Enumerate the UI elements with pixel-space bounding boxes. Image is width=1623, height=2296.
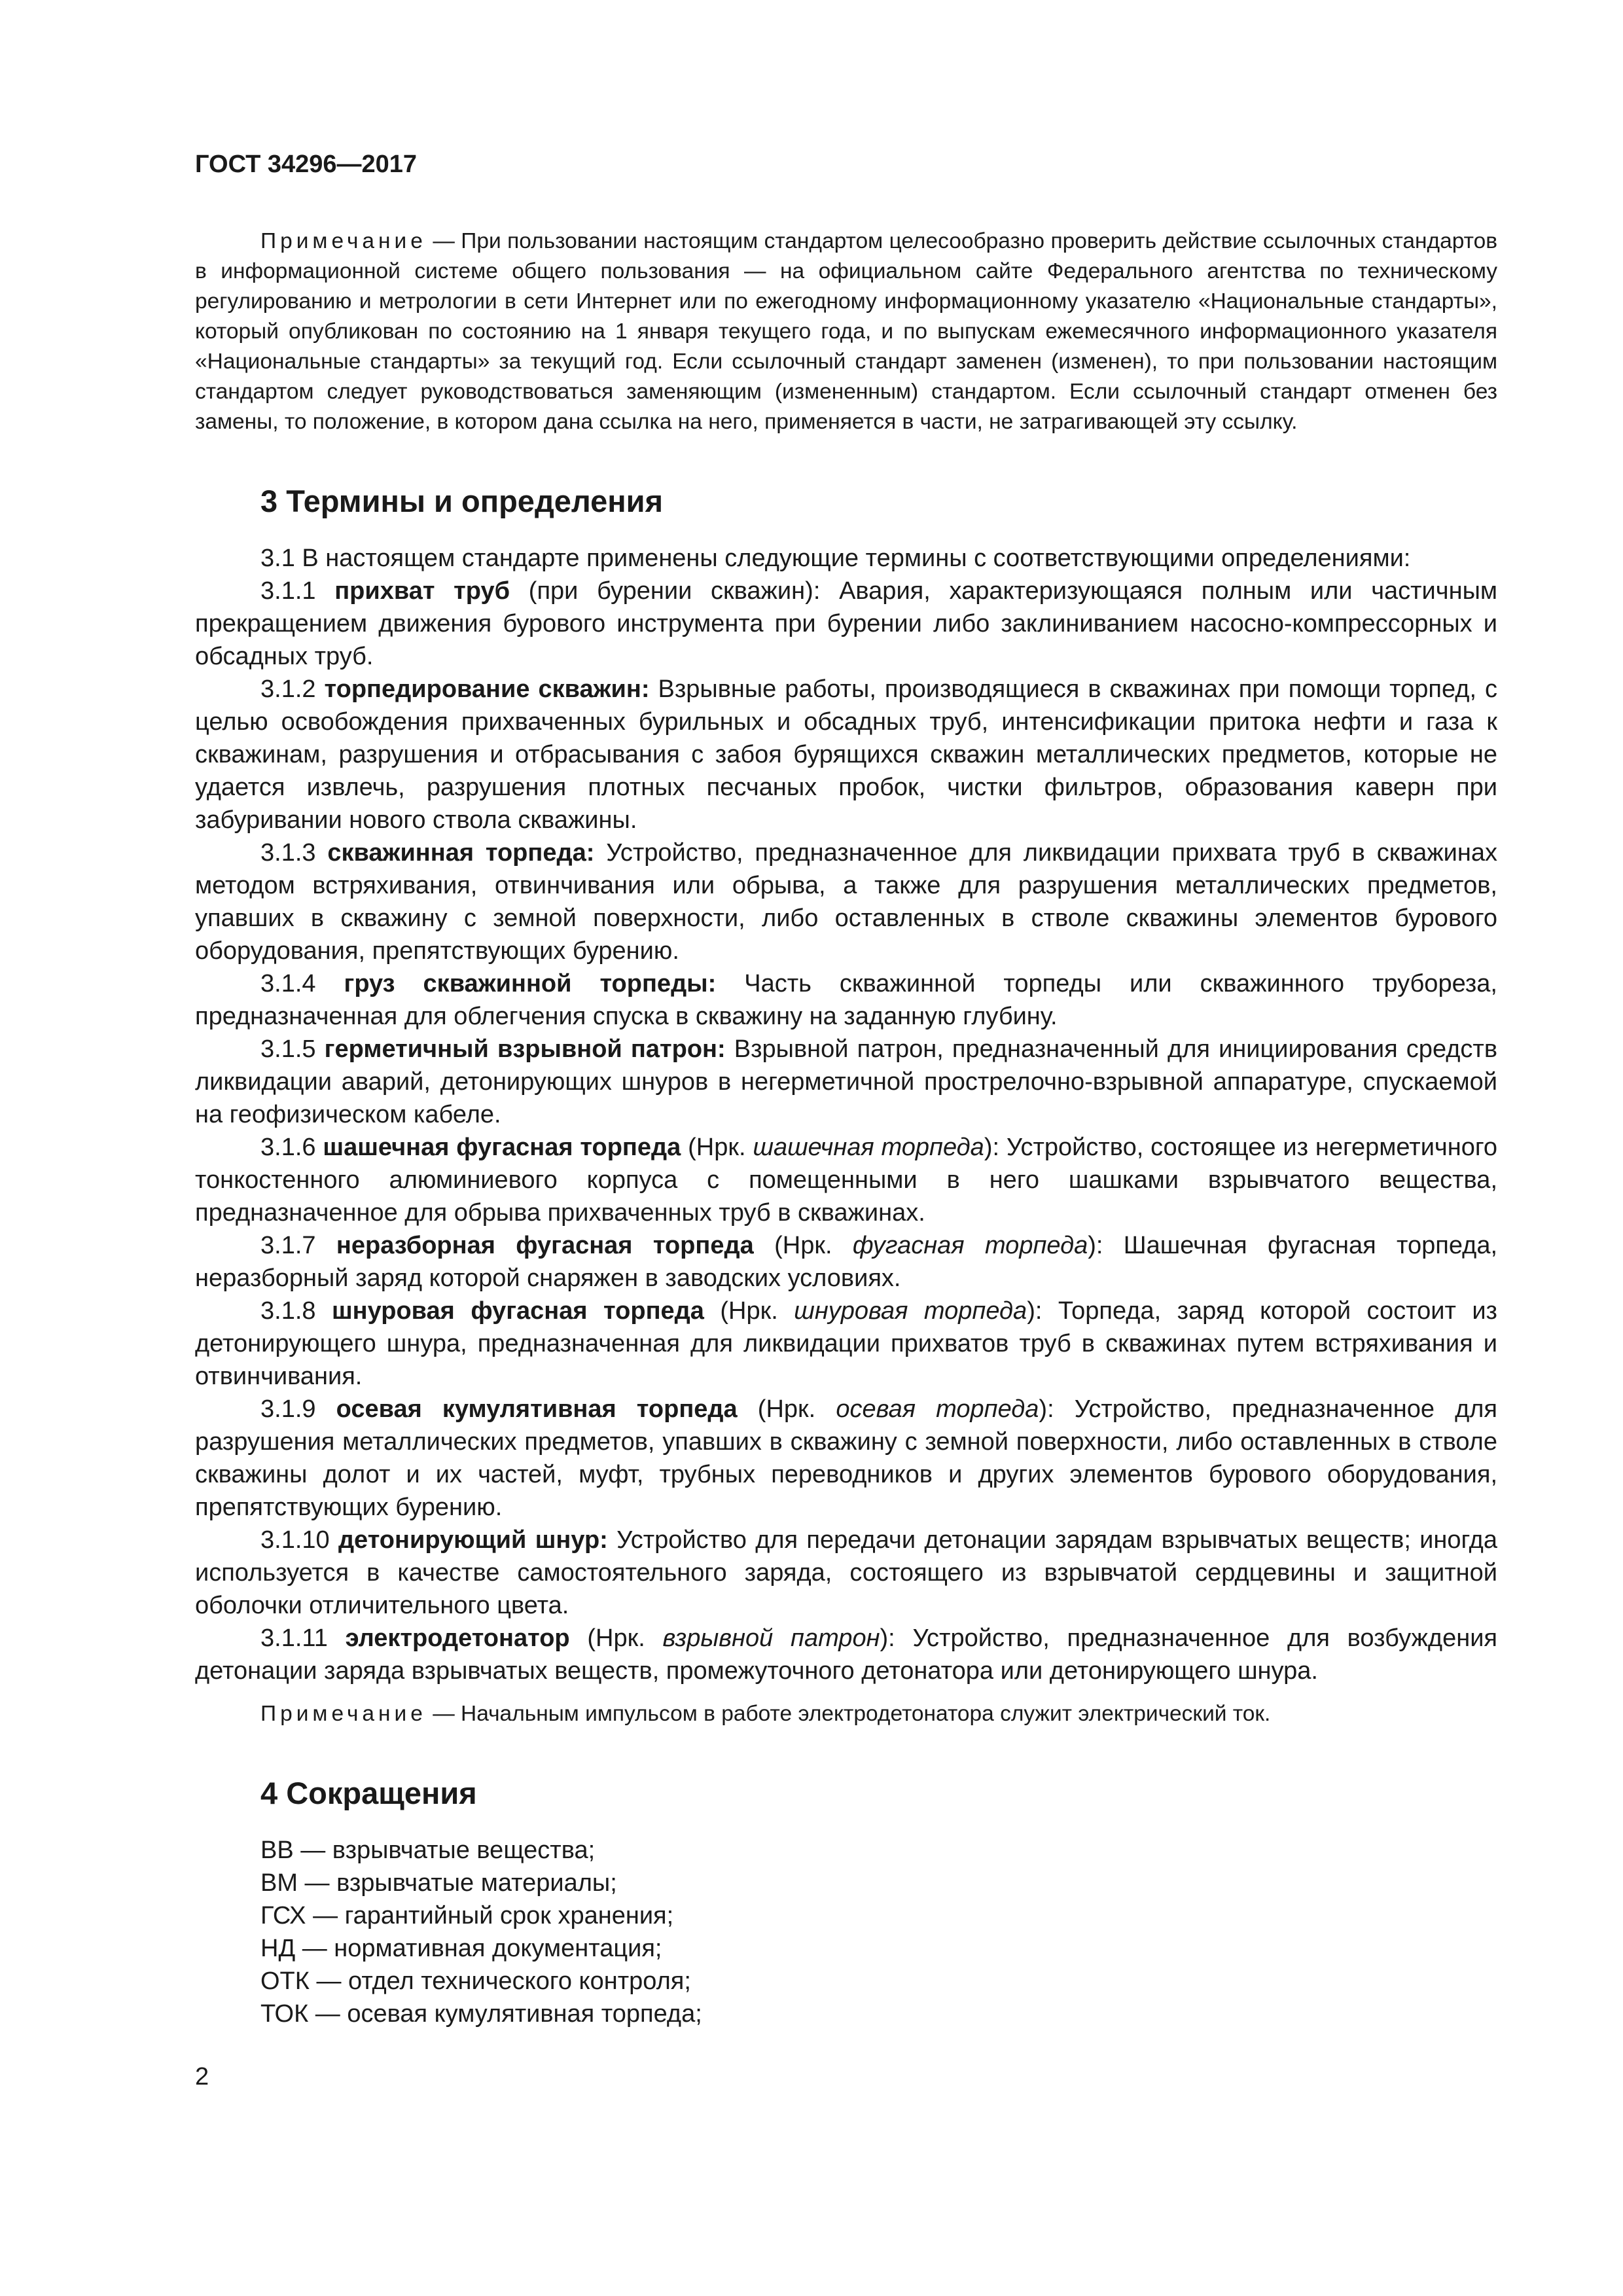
term-text: Взрывные работы, производящиеся в скважинах при помощи торпед, с целью освобождения прихваченных бурильных и обсадных труб, интенсификации притока нефти и газа к скважинам, разрушения и отбрасывания с забоя бурящихся скважин металлических предметов, которые не удается извлечь, разрушения плотных песчаных пробок, чистки фильтров, образования каверн при забуривании нового ствола скважины. xyxy=(195,675,1497,834)
term-definition xyxy=(195,1622,1497,1687)
term-text: : Торпеда, заряд которой состоит из детонирующего шнура, предназначенная для ликвидации прихватов труб в скважинах путем встряхивания и отвинчивания. xyxy=(195,1297,1497,1390)
term-name: шнуровая фугасная торпеда xyxy=(332,1297,704,1325)
note-text: — При пользовании настоящим стандартом целесообразно проверить действие ссылочных стандартов в информационной системе общего пользования — на официальном сайте Федерального агентства по техническому регулированию и метрологии в сети Интернет или по ежегодному информационному указателю «Национальные стандарты», который опубликован по состоянию на 1 января текущего года, и по выпускам ежемесячного информационного указателя «Национальные стандарты» за текущий год. Если ссылочный стандарт заменен (изменен), то при пользовании настоящим стандартом следует руководствоваться заменяющим (измененным) стандартом. Если ссылочный стандарт отменен без замены, то положение, в котором дана ссылка на него, применяется в части, не затрагивающей эту ссылку. xyxy=(195,229,1497,434)
term-deprecated: шнуровая торпеда xyxy=(794,1297,1027,1325)
term-number: 3.1.6 xyxy=(260,1134,323,1161)
term-number: 3.1.10 xyxy=(260,1526,338,1554)
term-name: неразборная фугасная торпеда xyxy=(336,1232,754,1259)
note-label: Примечание xyxy=(260,1702,427,1726)
term-name: осевая кумулятивная торпеда xyxy=(336,1395,738,1423)
note-text: — Начальным импульсом в работе электродетонатора служит электрический ток. xyxy=(426,1702,1271,1726)
page-number: 2 xyxy=(195,2063,209,2090)
term-definition xyxy=(195,1229,1497,1295)
abbreviation-item: ВВ — взрывчатые вещества; xyxy=(260,1837,596,1864)
term-name: шашечная фугасная торпеда xyxy=(323,1134,681,1161)
term-deprecated: взрывной патрон xyxy=(662,1624,880,1652)
section-3-intro: 3.1 В настоящем стандарте применены следующие термины с соответствующими определениями: xyxy=(260,545,1411,572)
term-text: : Устройство, предназначенное для возбуждения детонации заряда взрывчатых веществ, промежуточного детонатора или детонирующего шнура. xyxy=(195,1624,1498,1685)
abbreviation-item: НД — нормативная документация; xyxy=(260,1935,662,1962)
term-definition xyxy=(195,1033,1497,1131)
term-qualifier: (Нрк. xyxy=(753,1232,853,1259)
document-header: ГОСТ 34296—2017 xyxy=(195,151,418,178)
term-deprecated: фугасная торпеда xyxy=(852,1232,1088,1259)
abbreviation-item: ОТК — отдел технического контроля; xyxy=(260,1967,691,1995)
term-text: : Устройство, предназначенное для разрушения металлических предметов, упавших в скважину с земной поверхности, либо оставленных в стволе скважины долот и их частей, муфт, трубных переводников и других элементов бурового оборудования, препятствующих бурению. xyxy=(195,1395,1498,1521)
term-text: Устройство для передачи детонации зарядам взрывчатых веществ; иногда используется в качестве самостоятельного заряда, состоящего из взрывчатой сердцевины и защитной оболочки отличительного цвета. xyxy=(195,1526,1497,1619)
term-definition xyxy=(195,836,1497,967)
section-4-title: 4 Сокращения xyxy=(260,1776,477,1810)
terms-list xyxy=(195,575,1497,1687)
term-number: 3.1.11 xyxy=(260,1624,346,1652)
note-label: Примечание xyxy=(260,229,427,253)
term-qualifier: (при бурении скважин) xyxy=(510,577,813,605)
term-text: Устройство, предназначенное для ликвидации прихвата труб в скважинах методом встряхивания, отвинчивания или обрыва, а также для разрушения металлических предметов, упавших в скважину с земной поверхности, либо оставленных в стволе скважины элементов бурового оборудования, препятствующих бурению. xyxy=(195,839,1497,965)
abbreviations-list xyxy=(195,1834,1497,2030)
abbreviation-item: ГСХ — гарантийный срок хранения; xyxy=(260,1902,674,1929)
term-number: 3.1.5 xyxy=(260,1035,325,1063)
term-definition xyxy=(195,1393,1497,1524)
term-qualifier-close: ) xyxy=(1027,1297,1035,1325)
term-definition xyxy=(195,1524,1497,1622)
term-number: 3.1.9 xyxy=(260,1395,336,1423)
term-text: Часть скважинной торпеды или скважинного трубореза, предназначенная для облегчения спуска в скважину на заданную глубину. xyxy=(195,970,1497,1030)
term-qualifier: (Нрк. xyxy=(569,1624,663,1652)
term-definition xyxy=(195,673,1497,836)
term-definition xyxy=(195,1131,1497,1229)
term-qualifier-close: ) xyxy=(1039,1395,1048,1423)
term-qualifier: (Нрк. xyxy=(681,1134,753,1161)
term-note xyxy=(195,1699,1497,1729)
abbreviation-item: ТОК — осевая кумулятивная торпеда; xyxy=(260,2000,702,2028)
term-name: торпедирование скважин: xyxy=(324,675,650,703)
term-number: 3.1.7 xyxy=(260,1232,336,1259)
term-number: 3.1.8 xyxy=(260,1297,332,1325)
term-name: прихват труб xyxy=(334,577,510,605)
term-name: груз скважинной торпеды: xyxy=(344,970,717,997)
term-deprecated: шашечная торпеда xyxy=(753,1134,984,1161)
term-definition xyxy=(195,967,1497,1033)
term-number: 3.1.1 xyxy=(260,577,335,605)
term-qualifier-close: ) xyxy=(1088,1232,1096,1259)
term-text: Взрывной патрон, предназначенный для инициирования средств ликвидации аварий, детонирующих шнуров в негерметичной прострелочно-взрывной аппаратуре, спускаемой на геофизическом кабеле. xyxy=(195,1035,1498,1128)
term-text: : Шашечная фугасная торпеда, неразборный заряд которой снаряжен в заводских условиях. xyxy=(195,1232,1498,1292)
reference-note xyxy=(195,226,1497,437)
term-name: герметичный взрывной патрон: xyxy=(324,1035,726,1063)
term-name: электродетонатор xyxy=(345,1624,570,1652)
term-number: 3.1.2 xyxy=(260,675,325,703)
term-text: : Авария, характеризующаяся полным или частичным прекращением движения бурового инструмента при бурении либо заклиниванием насосно-компрессорных и обсадных труб. xyxy=(195,577,1498,670)
term-definition xyxy=(195,575,1497,673)
term-text: : Устройство, состоящее из негерметичного тонкостенного алюминиевого корпуса с помещенными в него шашками взрывчатого вещества, предназначенное для обрыва прихваченных труб в скважинах. xyxy=(195,1134,1498,1227)
term-name: скважинная торпеда: xyxy=(327,839,595,867)
abbreviation-item: ВМ — взрывчатые материалы; xyxy=(260,1869,617,1897)
term-number: 3.1.3 xyxy=(260,839,328,867)
term-definition xyxy=(195,1295,1497,1393)
section-3-title: 3 Термины и определения xyxy=(260,484,663,518)
term-qualifier: (Нрк. xyxy=(737,1395,836,1423)
term-name: детонирующий шнур: xyxy=(338,1526,608,1554)
term-qualifier: (Нрк. xyxy=(704,1297,794,1325)
term-deprecated: осевая торпеда xyxy=(836,1395,1039,1423)
term-qualifier-close: ) xyxy=(984,1134,993,1161)
document-page xyxy=(195,149,1497,2030)
term-qualifier-close: ) xyxy=(880,1624,889,1652)
term-number: 3.1.4 xyxy=(260,970,344,997)
